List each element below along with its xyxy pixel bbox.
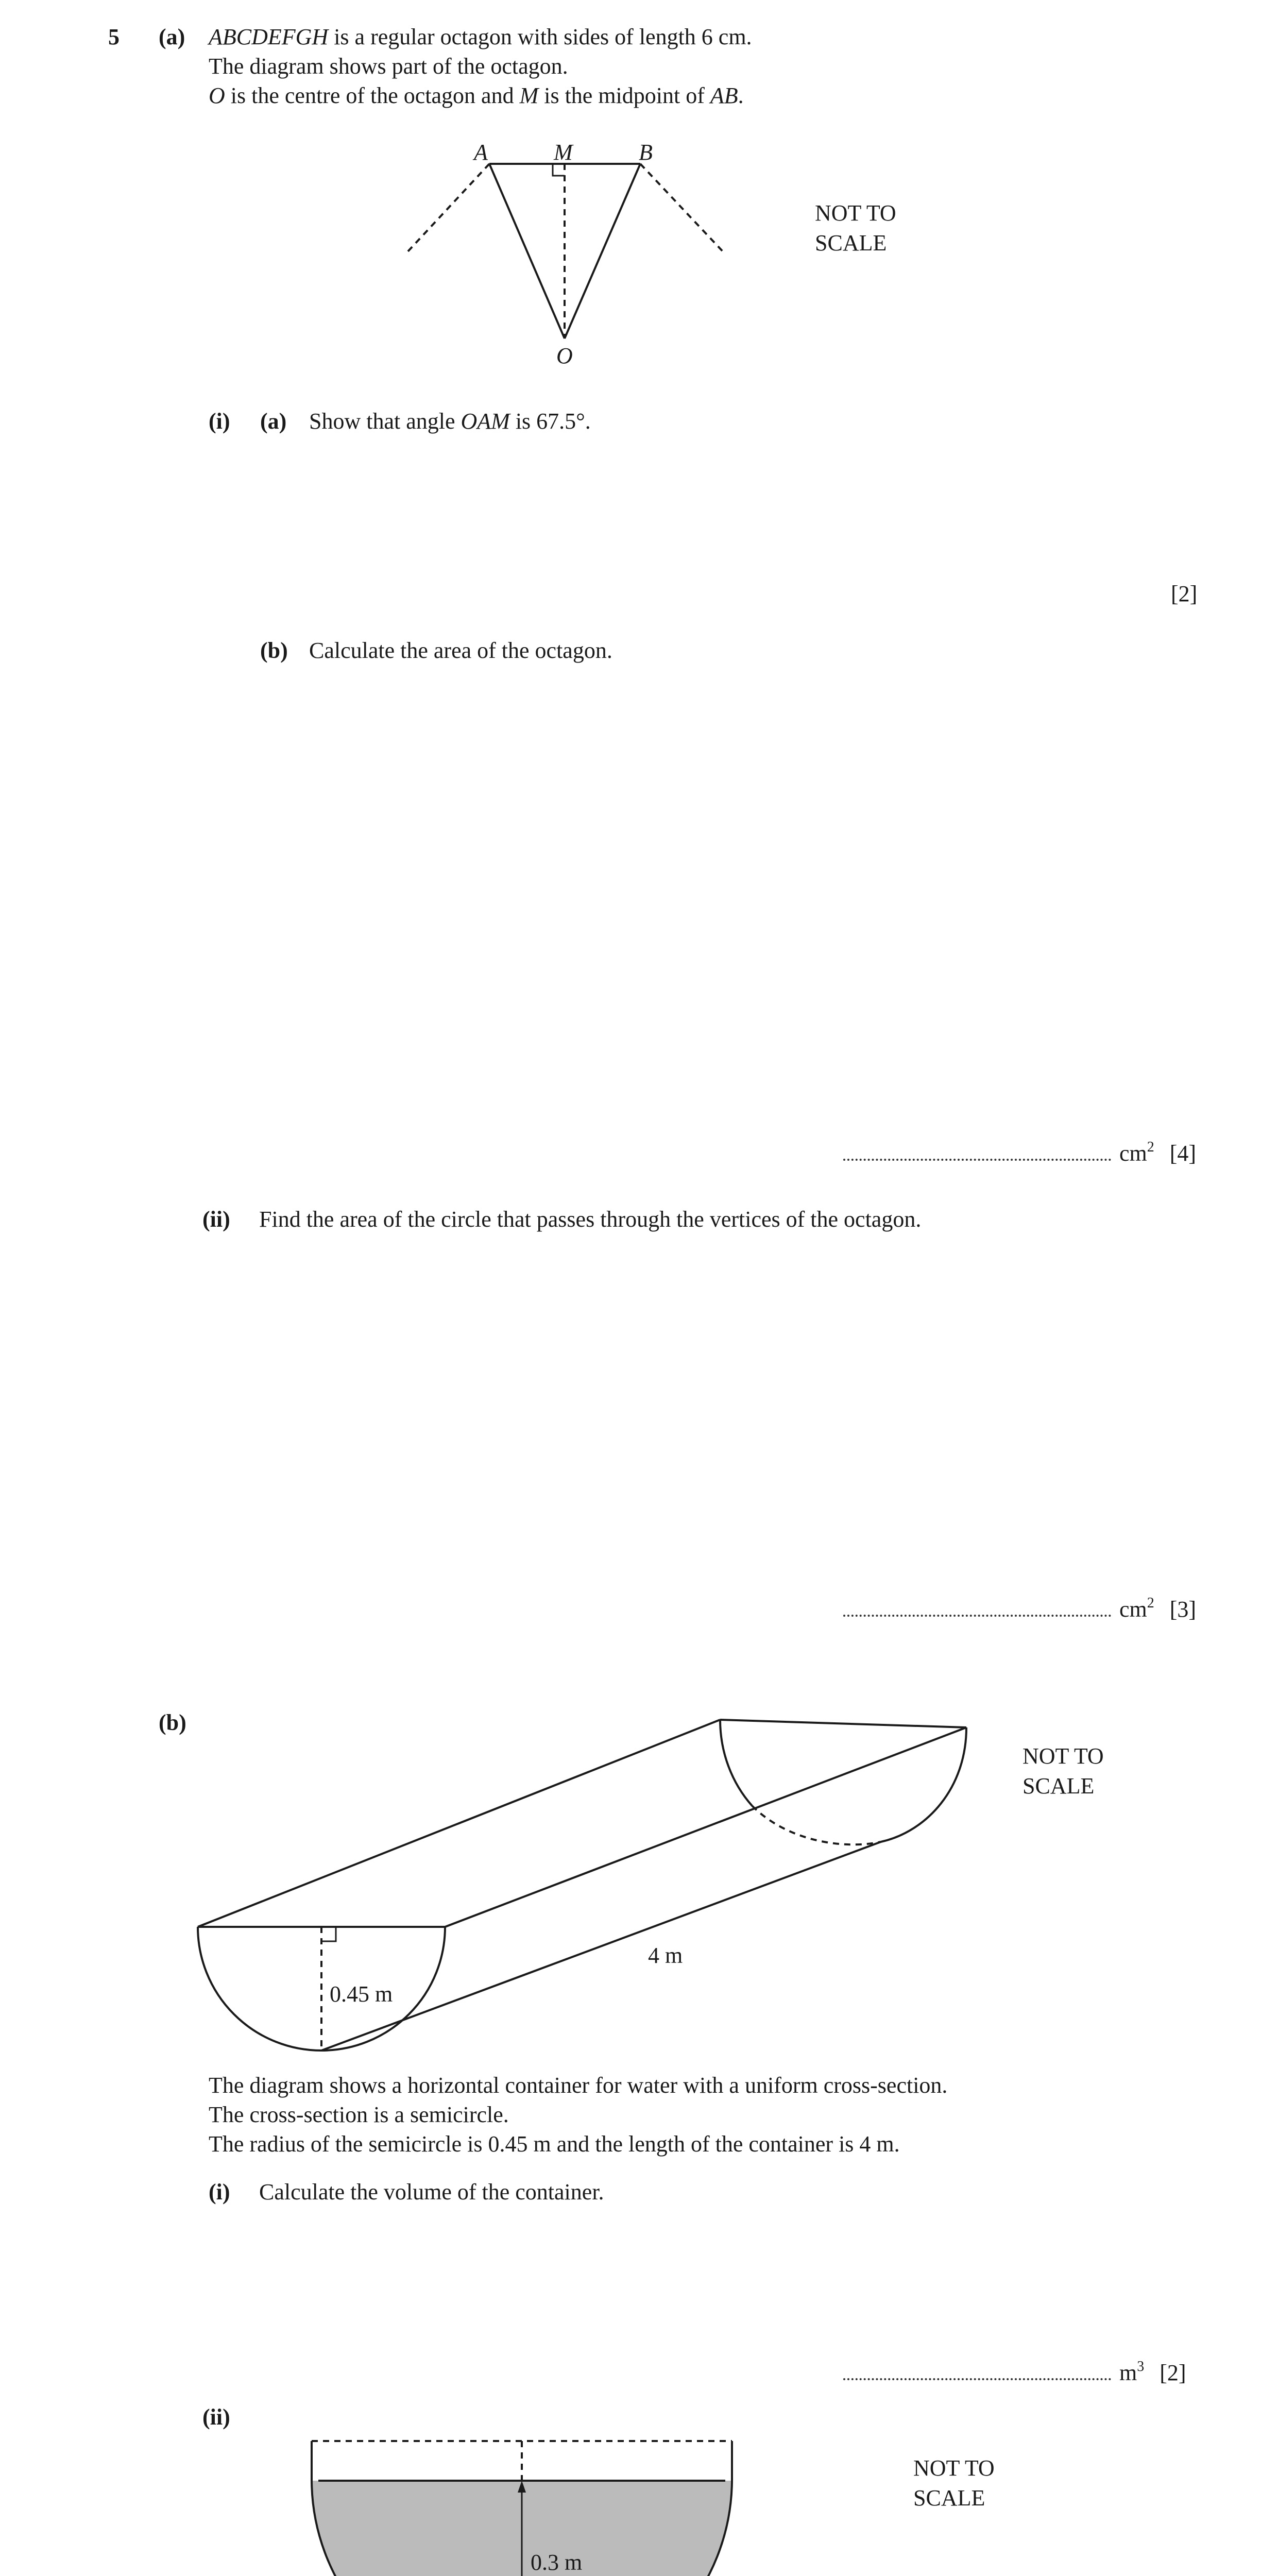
part-b-sub-i-label: (i) — [209, 2179, 230, 2205]
not-to-scale-3-line-1: NOT TO — [913, 2455, 995, 2481]
part-a-line-3-end: . — [738, 83, 744, 108]
sub-i-a-text-pre: Show that angle — [309, 409, 461, 434]
part-a-line-1-rest: is a regular octagon with sides of length 6 cm. — [328, 24, 752, 49]
part-a-line-3-mid2: is the midpoint of — [538, 83, 710, 108]
length-label: 4 m — [648, 1943, 683, 1968]
marks: [2] — [1160, 2360, 1186, 2385]
unit-power: 2 — [1147, 1139, 1154, 1155]
label-m: M — [554, 140, 573, 165]
octagon-name: ABCDEFGH — [209, 24, 329, 49]
part-b-line-2: The cross-section is a semicircle. — [209, 2102, 509, 2127]
unit: m — [1119, 2360, 1137, 2385]
water-region — [309, 2481, 737, 2576]
marks: [4] — [1169, 1141, 1197, 1166]
part-b-line-3: The radius of the semicircle is 0.45 m and the length of the container is 4 m. — [209, 2131, 900, 2157]
sub-ii-text: Find the area of the circle that passes through the vertices of the octagon. — [259, 1207, 922, 1232]
sub-i-a-marks: [2] — [1171, 581, 1198, 606]
sub-ii-label: (ii) — [202, 1207, 230, 1232]
depth-label: 0.3 m — [531, 2550, 583, 2575]
part-a-line-3-mid: is the centre of the octagon and — [225, 83, 520, 108]
unit-power: 3 — [1137, 2359, 1145, 2375]
sub-i-a-text-post: is 67.5°. — [509, 409, 591, 434]
marks: [3] — [1169, 1597, 1197, 1622]
label-b: B — [639, 140, 653, 165]
not-to-scale-1-line-2: SCALE — [815, 230, 887, 256]
unit: cm — [1119, 1597, 1147, 1622]
sub-i-a-label: (a) — [260, 409, 287, 434]
not-to-scale-1-line-1: NOT TO — [815, 200, 896, 226]
part-b-label: (b) — [159, 1710, 186, 1735]
question-number: 5 — [108, 24, 120, 49]
label-o: O — [556, 343, 573, 368]
sub-i-label: (i) — [209, 409, 230, 434]
not-to-scale-2-line-1: NOT TO — [1023, 1743, 1104, 1769]
segment-ab-text: AB — [710, 83, 738, 108]
part-b-sub-i-text: Calculate the volume of the container. — [259, 2179, 604, 2205]
unit-power: 2 — [1147, 1595, 1154, 1611]
angle-oam-text: OAM — [461, 409, 510, 434]
part-a-label: (a) — [159, 24, 185, 49]
point-o-text: O — [209, 83, 225, 108]
part-b-sub-ii-label: (ii) — [202, 2404, 230, 2430]
not-to-scale-3-line-2: SCALE — [913, 2485, 985, 2511]
sub-i-b-label: (b) — [260, 638, 288, 663]
not-to-scale-2-line-2: SCALE — [1023, 1773, 1095, 1799]
sub-i-b-text: Calculate the area of the octagon. — [309, 638, 612, 663]
part-b-line-1: The diagram shows a horizontal container for water with a uniform cross-section. — [209, 2073, 948, 2098]
point-m-text: M — [519, 83, 539, 108]
radius-label: 0.45 m — [330, 1981, 393, 2007]
part-a-line-2: The diagram shows part of the octagon. — [209, 54, 568, 79]
unit: cm — [1119, 1141, 1147, 1166]
label-a: A — [474, 140, 488, 165]
